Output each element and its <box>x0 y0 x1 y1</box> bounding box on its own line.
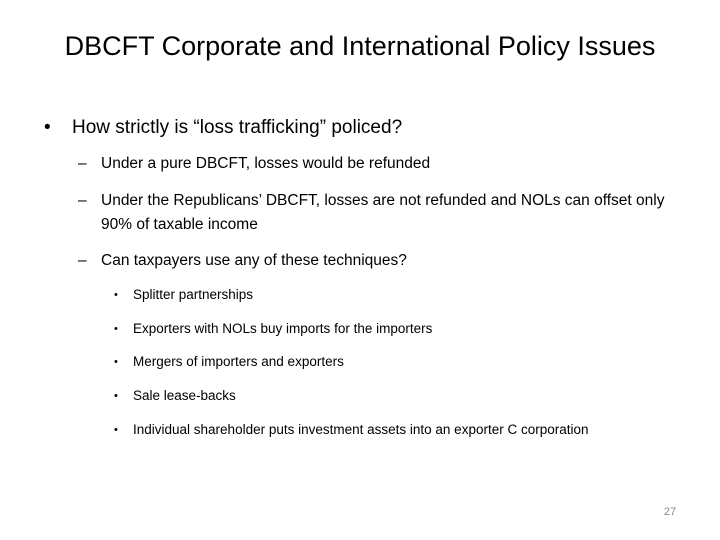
slide-title: DBCFT Corporate and International Policy Issues <box>64 31 656 61</box>
technique-item-4 <box>114 386 236 406</box>
bullet-icon: • <box>114 356 118 368</box>
dash-icon: – <box>78 252 87 269</box>
sub-bullet-text: Can taxpayers use any of these techniques? <box>101 252 407 269</box>
bullet-icon: • <box>114 289 118 301</box>
technique-text: Splitter partnerships <box>133 287 254 302</box>
dash-icon: – <box>78 192 87 209</box>
technique-text: Exporters with NOLs buy imports for the importers <box>133 321 433 336</box>
sub-bullet-1 <box>78 152 698 176</box>
bullet-icon: • <box>114 424 118 436</box>
bullet-icon: • <box>114 323 118 335</box>
page-number: 27 <box>663 506 677 518</box>
technique-item-1 <box>114 285 253 305</box>
sub-bullet-2 <box>78 189 698 237</box>
main-bullet <box>44 114 402 142</box>
technique-text: Individual shareholder puts investment assets into an exporter C corporation <box>133 422 589 437</box>
dash-icon: – <box>78 155 87 172</box>
technique-text: Mergers of importers and exporters <box>133 354 344 369</box>
sub-bullet-3 <box>78 249 698 273</box>
technique-item-3 <box>114 352 344 372</box>
sub-bullet-text: Under a pure DBCFT, losses would be refunded <box>101 155 431 172</box>
technique-text: Sale lease-backs <box>133 388 236 403</box>
sub-bullet-text: Under the Republicans’ DBCFT, losses are not refunded and NOLs can offset only 90% of taxable income <box>101 192 665 233</box>
technique-item-2 <box>114 319 432 339</box>
technique-item-5 <box>114 420 589 440</box>
main-bullet-text: How strictly is “loss trafficking” policed? <box>72 117 403 138</box>
bullet-icon: • <box>44 117 51 138</box>
bullet-icon: • <box>114 390 118 402</box>
